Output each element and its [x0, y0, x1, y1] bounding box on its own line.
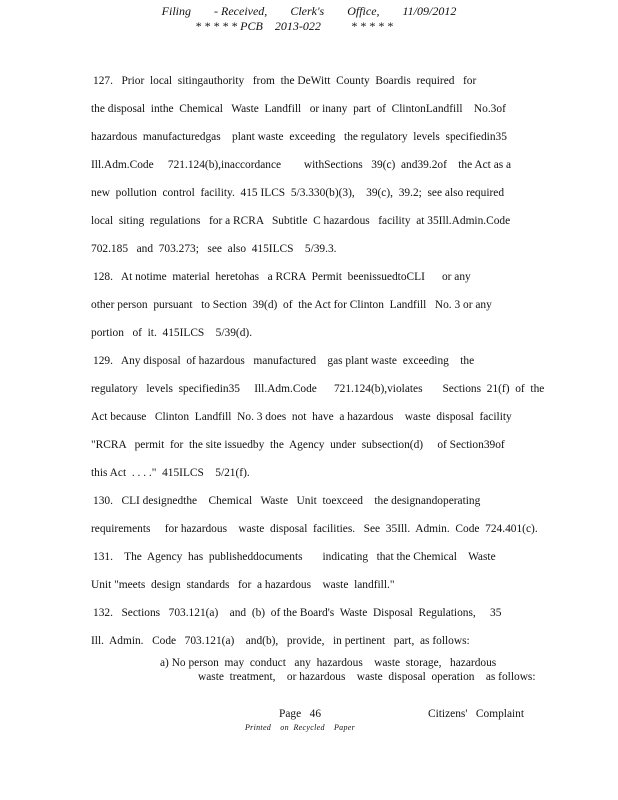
para-128-line-1: 128. At notime material heretohas a RCRA Permit beenissuedtoCLI or any	[93, 271, 471, 283]
page-number: Page 46	[279, 708, 322, 720]
para-130-line-2: requirements for hazardous waste disposal facilities. See 35Ill. Admin. Code 724.401(c).	[91, 523, 538, 535]
recycled-paper-note: Printed on Recycled Paper	[245, 723, 356, 732]
filing-date: 11/09/2012	[402, 4, 457, 18]
clerks-label: Clerk's	[290, 4, 325, 18]
para-131-line-1: 131. The Agency has publisheddocuments indicating that the Chemical Waste	[93, 551, 496, 563]
para-129-line-3: Act because Clinton Landfill No. 3 does not have a hazardous waste disposal facility	[91, 411, 512, 423]
para-129-line-5: this Act . . . ." 415ILCS 5/21(f).	[91, 467, 250, 479]
para-132-line-2: Ill. Admin. Code 703.121(a) and(b), provide, in pertinent part, as follows:	[91, 635, 470, 647]
para-127-line-1: 127. Prior local sitingauthority from the DeWitt County Boardis required for	[93, 75, 477, 87]
filing-stamp-header	[0, 4, 618, 34]
filing-stamp-line	[0, 4, 618, 19]
block-quote-line-2: waste treatment, or hazardous waste disposal operation as follows:	[198, 671, 536, 683]
office-label: Office,	[347, 4, 380, 18]
para-129-line-2: regulatory levels specifiedin35 Ill.Adm.Code 721.124(b),violates Sections 21(f) of the	[91, 383, 545, 395]
block-quote	[160, 656, 536, 684]
para-128-line-2: other person pursuant to Section 39(d) of the Act for Clinton Landfill No. 3 or any	[91, 299, 492, 311]
document-body	[91, 67, 545, 655]
para-127-line-5: new pollution control facility. 415 ILCS 5/3.330(b)(3), 39(c), 39.2; see also required	[91, 187, 505, 199]
para-127-line-4: Ill.Adm.Code 721.124(b),inaccordance withSections 39(c) and39.2of the Act as a	[91, 159, 512, 171]
para-129-line-1: 129. Any disposal of hazardous manufactured gas plant waste exceeding the	[93, 355, 475, 367]
filing-label: Filing	[161, 4, 192, 18]
received-label: - Received,	[214, 4, 268, 18]
para-127-line-7: 702.185 and 703.273; see also 415ILCS 5/39.3.	[91, 243, 337, 255]
para-129-line-4: "RCRA permit for the site issuedby the Agency under subsection(d) of Section39of	[91, 439, 505, 451]
para-127-line-3: hazardous manufacturedgas plant waste exceeding the regulatory levels specifiedin35	[91, 131, 507, 143]
para-131-line-2: Unit "meets design standards for a hazardous waste landfill."	[91, 579, 395, 591]
case-number-line: * * * * * PCB 2013-022 * * * * *	[195, 19, 393, 33]
para-128-line-3: portion of it. 415ILCS 5/39(d).	[91, 327, 253, 339]
block-quote-line-1: a) No person may conduct any hazardous waste storage, hazardous	[160, 657, 497, 669]
para-130-line-1: 130. CLI designedthe Chemical Waste Unit toexceed the designandoperating	[93, 495, 481, 507]
document-title-footer: Citizens' Complaint	[428, 708, 525, 720]
para-127-line-2: the disposal inthe Chemical Waste Landfill or inany part of ClintonLandfill No.3of	[91, 103, 506, 115]
para-127-line-6: local siting regulations for a RCRA Subtitle C hazardous facility at 35Ill.Admin.Code	[91, 215, 511, 227]
para-132-line-1: 132. Sections 703.121(a) and (b) of the Board's Waste Disposal Regulations, 35	[93, 607, 502, 619]
